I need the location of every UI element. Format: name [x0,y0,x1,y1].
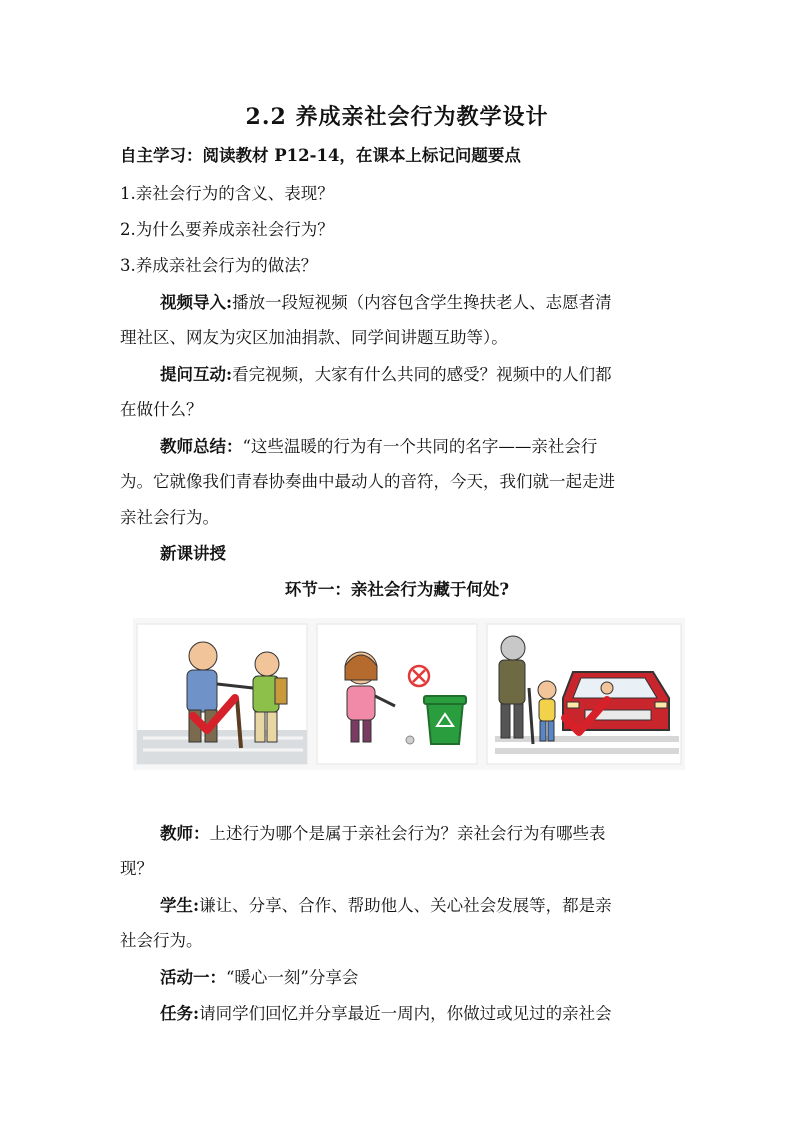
question-line2: 在做什么？ [120,400,203,419]
video-intro-line1: 视频导入:播放一段短视频（内容包含学生搀扶老人、志愿者清 [160,293,612,312]
teacher-line1: 教师：上述行为哪个是属于亲社会行为？亲社会行为有哪些表 [160,824,606,843]
summary-line1: 教师总结：“这些温暖的行为有一个共同的名字——亲社会行 [160,437,598,456]
student-label: 学生: [160,896,200,915]
summary-label: 教师总结： [160,437,243,456]
summary-line3: 亲社会行为。 [120,508,219,527]
section1-heading: 环节一：亲社会行为藏于何处? [284,580,510,599]
teacher-label: 教师： [160,824,210,843]
self-study-item-3: 3.养成亲社会行为的做法？ [120,256,318,275]
student-line1: 学生:谦让、分享、合作、帮助他人、关心社会发展等，都是亲 [160,896,612,915]
panel-littering [317,624,477,764]
forbid-icon [409,666,429,686]
panel-helping-elder [137,624,307,764]
self-study-heading: 自主学习：阅读教材 P12-14，在课本上标记问题要点 [120,146,521,165]
task-line1: 任务:请同学们回忆并分享最近一周内，你做过或见过的亲社会 [160,1004,612,1023]
self-study-item-2: 2.为什么要养成亲社会行为？ [120,220,334,239]
prosocial-illustration [133,618,685,770]
recycle-bin [424,696,466,744]
panel-crosswalk [487,624,681,764]
self-study-item-1: 1.亲社会行为的含义、表现？ [120,184,334,203]
activity1-label: 活动一： [160,968,226,987]
question-line1: 提问互动:看完视频，大家有什么共同的感受？视频中的人们都 [160,365,612,384]
summary-line2: 为。它就像我们青春协奏曲中最动人的音符，今天，我们就一起走进 [120,472,615,491]
video-intro-line2: 理社区、网友为灾区加油捐款、同学间讲题互助等）。 [120,328,508,347]
task-label: 任务: [160,1004,200,1023]
video-intro-label: 视频导入: [160,293,233,312]
illustration-strip [133,618,685,770]
teacher-line2: 现？ [120,859,153,878]
question-label: 提问互动: [160,365,233,384]
student-line2: 社会行为。 [120,931,203,950]
new-lesson-heading: 新课讲授 [160,544,226,563]
page-title: 2.2 养成亲社会行为教学设计 [245,104,549,130]
activity1-line: 活动一：“暖心一刻”分享会 [160,968,359,987]
